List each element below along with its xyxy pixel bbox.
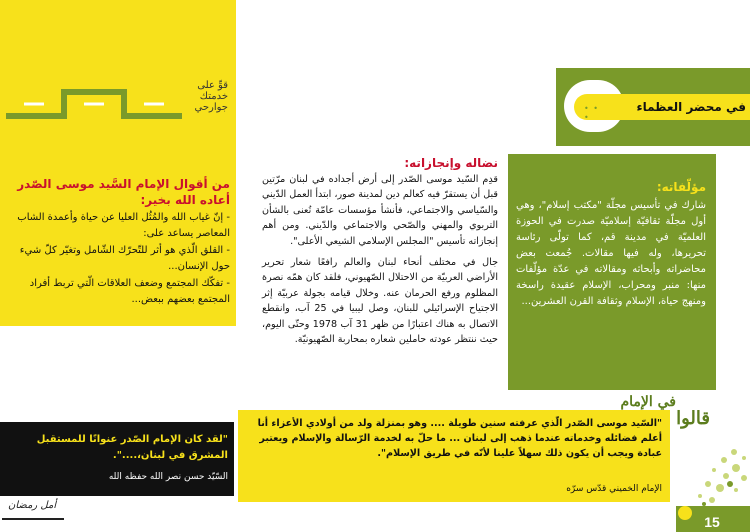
- quote-item: - تفكّك المجتمع وضعف العلاقات الّتي تربط أفراد المجتمع بعضهم ببعض...: [29, 278, 230, 305]
- paragraph: جال في مختلف أنحاء لبنان والعالم رافعًا شعار تحرير الأراضي العربيّة من الاحتلال الصّهيوني، فلقد كان همّه نصرة المظلوم ورفع الحرمان عنه. وخلال قيامه بجولة عربيّة إثر الاجتياح الإسرائيلي للبنان، وصل ليبيا في 25 آب، وانقطع الاتصال به هناك اعتبارًا من ظهر 31 آب 1978 وحتّى اليوم، حيث ننتظر عودته حاملين شعاره بمحاربة الصّهيونيّة.: [262, 257, 498, 346]
- decorative-dots: [664, 444, 750, 514]
- they-said-word: قالوا: [676, 408, 710, 429]
- quotes-panel: [0, 0, 236, 326]
- quotes-heading: من أقوال الإمام السَّيد موسى الصّدر أعاده الله بخير:: [17, 177, 230, 207]
- quote-item: - إنّ غياب الله والمُثُل العليا عن حياة وأعمدة الشاب المعاصر يساعد على:: [17, 212, 230, 239]
- quote-item: - القلق الّذي هو أثر للتّحرّك الشّامل وتغيّر كلّ شيء حول الإنسان...: [19, 245, 230, 272]
- section-title: في محضر العظماء: [636, 100, 746, 114]
- nasrallah-author: السّيّد حسن نصر الله حفظه الله: [108, 472, 228, 482]
- works-column: [508, 154, 716, 390]
- nasrallah-quote: "لقد كان الإمام الصّدر عنوانًا للمستقبل المشرق في لبنان،....".: [36, 434, 228, 461]
- signature-underline: [2, 518, 64, 520]
- page-number: 15: [704, 514, 720, 530]
- paragraph: قدِم السّيد موسى الصّدر إلى أرض أجداده في لبنان مرّتين قبل أن يستقرّ فيه كعالم دين لمدينة صور، ابتدأ العمل الدّيني والسّياسي والاجتماعي، فأنشأ مؤسسات عامّة تُعنى بالشأن التربوي والمهني والصّحي والاجتماعي والدّيني. ومن أهم إنجازاته تأسيس "المجلس الإسلامي الشيعي الأعلى".: [262, 174, 498, 247]
- about-imam-word: في الإمام: [620, 394, 676, 410]
- works-heading: مؤلّفاته:: [656, 180, 706, 194]
- badge-dots: • • •: [584, 104, 599, 122]
- works-body: شارك في تأسيس مجلّة "مكتب إسلام"، وهي أول مجلّة ثقافيّة إسلاميّة صدرت في الحوزة العلميّة في مدينة قم، كما تولّى رئاسة تحريرها، وله فيها مقالات. جُمعت بعض محاضراته وأبحاثه ومقالاته في عدّة مؤلّفات منها: منبر ومحراب، الإسلام عقيدة راسخة ومنهج حياة، الإسلام وثقافة القرن العشرين...: [516, 200, 706, 307]
- nasrallah-quote-box: [0, 422, 234, 496]
- khomeini-quote: "السّيد موسى الصّدر الّذي عرفته سنين طويلة .... وهو بمنزلة ولد من أولادي الأعزاء أنا أعلم فضائله وخدماته عندما ذهب إلى لبنان ... ما حلّ به لخدمة الرّسالة والإسلام ويعتبر عبادة ويجب أن يكون ذلك سهلاً علينا لأنّه في طريق الإسلام".: [257, 418, 662, 459]
- slogan-text: قوِّ على خدمتك جوارحي: [194, 80, 228, 113]
- struggle-heading: نضاله وإنجازاته:: [404, 156, 498, 170]
- author-signature: أمل رمضان: [8, 500, 57, 511]
- quotes-list: [8, 210, 230, 309]
- khomeini-author: الإمام الخميني قدّس سرّه: [566, 484, 662, 494]
- khomeini-quote-band: [238, 410, 670, 502]
- page-number-dot: [678, 506, 692, 520]
- struggle-body: [262, 172, 498, 353]
